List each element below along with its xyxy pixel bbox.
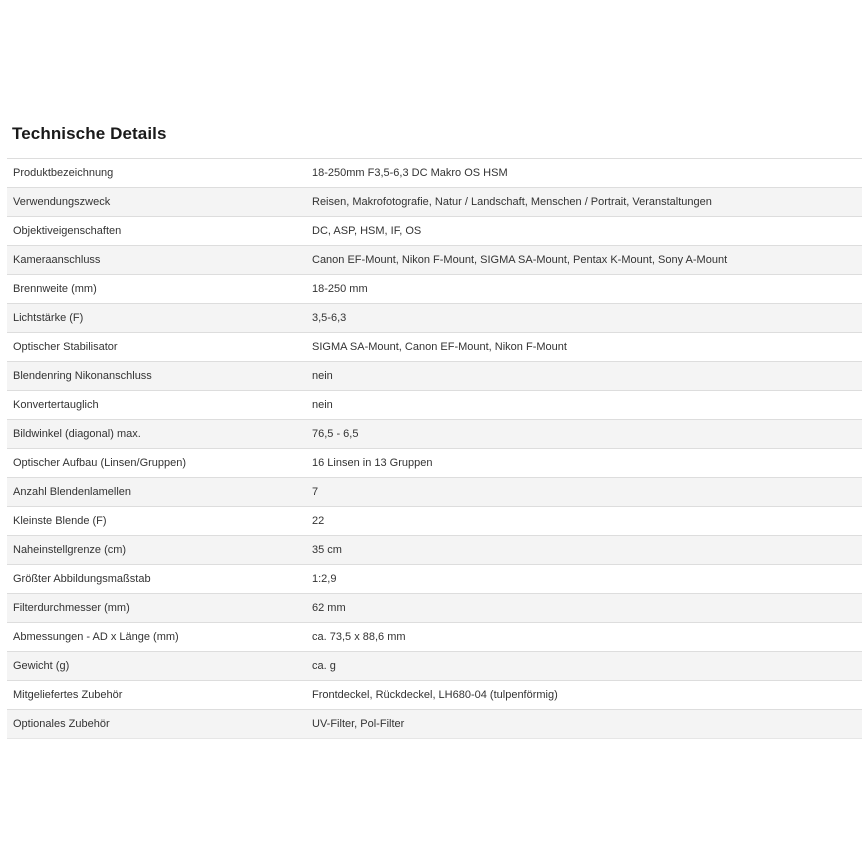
spec-value: Reisen, Makrofotografie, Natur / Landschaft, Menschen / Portrait, Veranstaltungen (306, 188, 862, 217)
table-row (7, 681, 862, 710)
spec-label: Konvertertauglich (7, 391, 306, 420)
spec-label: Abmessungen - AD x Länge (mm) (7, 623, 306, 652)
spec-label: Größter Abbildungsmaßstab (7, 565, 306, 594)
spec-value: 7 (306, 478, 862, 507)
table-row (7, 333, 862, 362)
table-row (7, 536, 862, 565)
spec-value: 1:2,9 (306, 565, 862, 594)
spec-value: DC, ASP, HSM, IF, OS (306, 217, 862, 246)
table-row (7, 478, 862, 507)
table-row (7, 652, 862, 681)
table-row (7, 159, 862, 188)
spec-label: Mitgeliefertes Zubehör (7, 681, 306, 710)
spec-value: ca. g (306, 652, 862, 681)
spec-value: UV-Filter, Pol-Filter (306, 710, 862, 739)
table-row (7, 594, 862, 623)
table-row (7, 391, 862, 420)
table-row (7, 362, 862, 391)
spec-label: Lichtstärke (F) (7, 304, 306, 333)
spec-label: Optischer Aufbau (Linsen/Gruppen) (7, 449, 306, 478)
table-row (7, 420, 862, 449)
spec-table (7, 158, 862, 739)
spec-label: Bildwinkel (diagonal) max. (7, 420, 306, 449)
spec-label: Brennweite (mm) (7, 275, 306, 304)
spec-label: Optionales Zubehör (7, 710, 306, 739)
spec-value: 16 Linsen in 13 Gruppen (306, 449, 862, 478)
spec-value: nein (306, 391, 862, 420)
spec-label: Filterdurchmesser (mm) (7, 594, 306, 623)
table-row (7, 710, 862, 739)
spec-label: Objektiveigenschaften (7, 217, 306, 246)
table-row (7, 188, 862, 217)
spec-value: Canon EF-Mount, Nikon F-Mount, SIGMA SA-Mount, Pentax K-Mount, Sony A-Mount (306, 246, 862, 275)
spec-label: Kleinste Blende (F) (7, 507, 306, 536)
spec-label: Kameraanschluss (7, 246, 306, 275)
spec-value: SIGMA SA-Mount, Canon EF-Mount, Nikon F-Mount (306, 333, 862, 362)
spec-value: 62 mm (306, 594, 862, 623)
table-row (7, 449, 862, 478)
spec-value: 76,5 - 6,5 (306, 420, 862, 449)
spec-value: nein (306, 362, 862, 391)
table-row (7, 275, 862, 304)
spec-label: Gewicht (g) (7, 652, 306, 681)
spec-label: Anzahl Blendenlamellen (7, 478, 306, 507)
spec-label: Produktbezeichnung (7, 159, 306, 188)
spec-value: 22 (306, 507, 862, 536)
table-row (7, 565, 862, 594)
table-row (7, 623, 862, 652)
table-row (7, 246, 862, 275)
spec-value: Frontdeckel, Rückdeckel, LH680-04 (tulpenförmig) (306, 681, 862, 710)
spec-value: ca. 73,5 x 88,6 mm (306, 623, 862, 652)
table-row (7, 507, 862, 536)
spec-value: 3,5-6,3 (306, 304, 862, 333)
spec-value: 18-250mm F3,5-6,3 DC Makro OS HSM (306, 159, 862, 188)
table-row (7, 217, 862, 246)
spec-value: 18-250 mm (306, 275, 862, 304)
spec-label: Optischer Stabilisator (7, 333, 306, 362)
spec-label: Verwendungszweck (7, 188, 306, 217)
table-row (7, 304, 862, 333)
spec-label: Naheinstellgrenze (cm) (7, 536, 306, 565)
spec-label: Blendenring Nikonanschluss (7, 362, 306, 391)
spec-value: 35 cm (306, 536, 862, 565)
section-title: Technische Details (12, 124, 167, 143)
